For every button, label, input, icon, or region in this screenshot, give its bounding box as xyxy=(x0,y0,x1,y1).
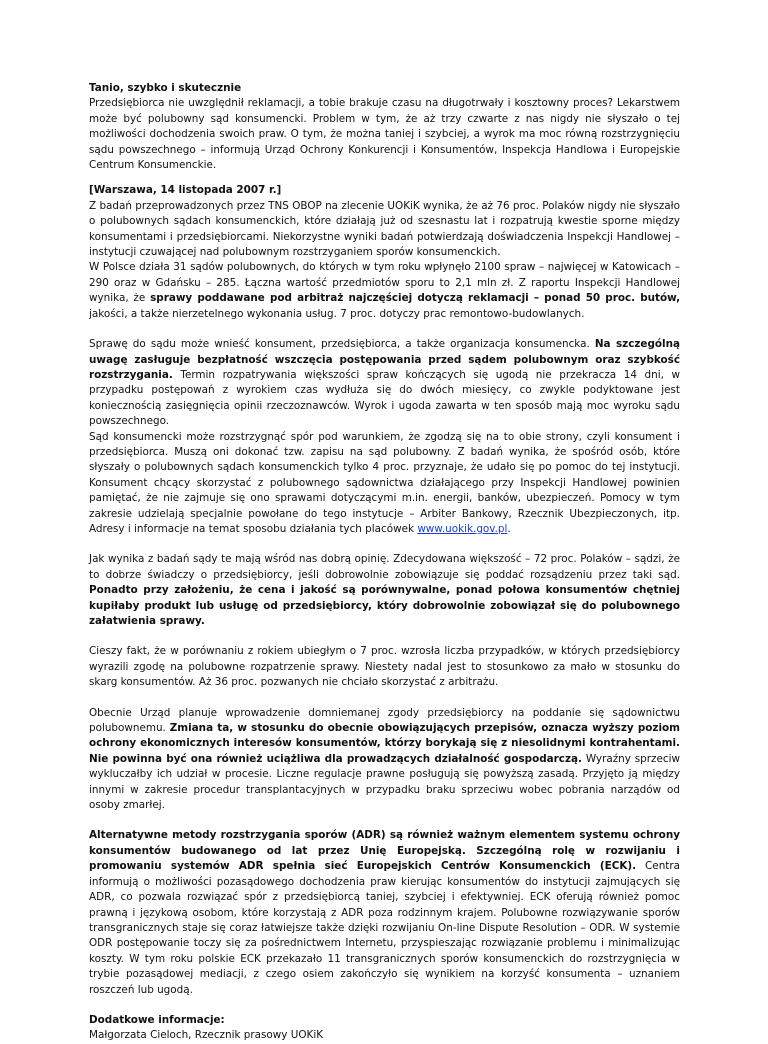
footer-contact: Małgorzata Cieloch, Rzecznik prasowy UOKiK xyxy=(89,1029,324,1042)
highlight-free-proceedings: Na szczególną uwagę zasługuje bezpłatność wszczęcia postępowania przed sądem polubownym oraz szybkość rozstrzygania. xyxy=(89,338,680,381)
footer-label: Dodatkowe informacje: xyxy=(89,1013,225,1026)
paragraph-opinion: Jak wynika z badań sądy te mają wśród nas dobrą opinię. Zdecydowana większość – 72 proc. Polaków – sądzi, że to dobrze świadczy o przedsiębiorcy, jeśli dobrowolnie zobowiązuje się poddać rozsądzeniu przez taki sąd. Ponadto przy założeniu, że cena i jakość są porównywalne, ponad połowa konsumentów chętniej kupiłaby produkt lub usługę od przedsiębiorcy, który dobrowolnie zobowiązał się do polubownego załatwienia sprawy. xyxy=(89,553,680,627)
paragraph-adr: Alternatywne metody rozstrzygania sporów (ADR) są również ważnym elementem systemu ochrony konsumentów budowanego od lat przez Unię Europejską. Szczególną rolę w rozwijaniu i promowaniu systemów ADR spełnia sieć Europejskich Centrów Konsumenckich (ECK). Centra informują o możliwości pozasądowego dochodzenia praw kierując konsumentów do instytucji zajmujących się ADR, co pozwala rozwiązać spór z przedsiębiorcą taniej, szybciej i efektywniej. ECK oferują również pomoc prawną i językową osobom, które korzystają z ADR poza rodzinnym krajem. Polubowne rozwiązywanie sporów transgranicznych staje się coraz łatwiejsze także dzięki rozwijaniu On-line Dispute Resolution – ODR. W systemie ODR postępowanie toczy się za pośrednictwem Internetu, przyspieszając rozwiązanie problemu i minimalizując koszty. W tym roku polskie ECK przekazało 11 transgranicznych sporów konsumenckich do rozstrzygnięcia w trybie pozasądowej mediacji, z czego osiem zakończyło się wynikiem na korzyść konsumenta – uznaniem roszczeń lub ugodą. xyxy=(89,829,680,996)
highlight-adr: Alternatywne metody rozstrzygania sporów (ADR) są również ważnym elementem systemu ochrony konsumentów budowanego od lat przez Unię Europejską. Szczególną rolę w rozwijaniu i promowaniu systemów ADR spełnia sieć Europejskich Centrów Konsumenckich (ECK). xyxy=(89,829,680,873)
highlight-change: Zmiana ta, w stosunku do obecnie obowiązujących przepisów, oznacza wyższy poziom ochrony ekonomicznych interesów konsumentów, którzy borykają się z niesolidnymi kontrahentami. Nie powinna być ona również uciążliwa dla prowadzących działalność gospodarczą. xyxy=(89,722,680,765)
paragraph-courts: W Polsce działa 31 sądów polubownych, do których w tym roku wpłynęło 2100 spraw – najwięcej w Katowicach – 290 oraz w Gdańsku – 285. Łączna wartość przedmiotów sporu to 2,1 mln zł. Z raportu Inspekcji Handlowej wynika, że sprawy poddawane pod arbitraż najczęściej dotyczą reklamacji – ponad 50 proc. butów, jakości, a także nierzetelnego wykonania usług. 7 proc. dotyczy prac remontowo-budowlanych. xyxy=(89,261,681,320)
paragraph-survey: Z badań przeprowadzonych przez TNS OBOP na zlecenie UOKiK wynika, że aż 76 proc. Polaków nigdy nie słyszało o polubownych sądach konsumenckich, które działają już od szesnastu lat i rozpatrują kwestie sporne między konsumentami i przedsiębiorcami. Niekorzystne wyniki badań potwierdzają doświadczenia Inspekcji Handlowej – instytucji czuwającej nad polubownym rozstrzyganiem sporów konsumenckich. xyxy=(89,199,680,259)
dateline: [Warszawa, 14 listopada 2007 r.] xyxy=(89,184,282,197)
heading: Tanio, szybko i skutecznie xyxy=(89,82,242,94)
paragraph-growth: Cieszy fakt, że w porównaniu z rokiem ubiegłym o 7 proc. wzrosła liczba przypadków, w których przedsiębiorcy wyrazili zgodę na polubowne rozpatrzenie sprawy. Niestety nadal jest to stosunkowo za mało w stosunku do skarg konsumentów. Aż 36 proc. pozwanych nie chciało skorzystać z arbitrażu. xyxy=(89,645,680,689)
uokik-link[interactable]: www.uokik.gov.pl xyxy=(417,522,508,535)
paragraph-consent: Sąd konsumencki może rozstrzygnąć spór pod warunkiem, że zgodzą się na to obie strony, czyli konsument i przedsiębiorca. Muszą oni dokonać tzw. zapisu na sąd polubowny. Z badań wynika, że spośród osób, które słyszały o polubownych sądach konsumenckich tylko 4 proc. przyznaje, że udało się po pomoc do tej instytucji. Konsument chcący skorzystać z polubownego sądownictwa działającego przy Inspekcji Handlowej powinien pamiętać, że nie zajmuje się ono sprawami dotyczącymi m.in. energii, banków, ubezpieczeń. Pomocy w tym zakresie udzielają specjalnie powołane do tego instytucje – Arbiter Bankowy, Rzecznik Ubezpieczonych, itp. Adresy i informacje na temat sposobu działania tych placówek www.uokik.gov.pl. xyxy=(89,430,680,535)
highlight-purchase-preference: Ponadto przy założeniu, że cena i jakość są porównywalne, ponad połowa konsumentów chętniej kupiłaby produkt lub usługę od przedsiębiorcy, który dobrowolnie zobowiązał się do polubownego załatwienia sprawy. xyxy=(89,584,680,627)
paragraph-presumed-consent: Obecnie Urząd planuje wprowadzenie domniemanej zgody przedsiębiorcy na poddanie się sądownictwu polubownemu. Zmiana ta, w stosunku do obecnie obowiązujących przepisów, oznacza wyższy poziom ochrony ekonomicznych interesów konsumentów, którzy borykają się z niesolidnymi kontrahentami. Nie powinna być ona również uciążliwa dla prowadzących działalność gospodarczą. Wyraźny sprzeciw wykluczałby ich udział w procesie. Liczne regulacje prawne posługują się powyższą zasadą. Przyjęto ją między innymi w zakresie procedur transplantacyjnych w przypadku braku sprzeciwu wobec pobrania narządów od osoby zmarłej. xyxy=(89,706,680,812)
lead-paragraph: Przedsiębiorca nie uwzględnił reklamacji, a tobie brakuje czasu na długotrwały i kosztowny proces? Lekarstwem może być polubowny sąd konsumencki. Problem w tym, że aż trzy czwarte z nas nigdy nie słyszało o tej możliwości dochodzenia swoich praw. O tym, że można taniej i szybciej, a wyrok ma moc równą rozstrzygnięciu sądu powszechnego – informują Urząd Ochrony Konkurencji i Konsumentów, Inspekcja Handlowa i Europejskie Centrum Konsumenckie. xyxy=(89,97,680,172)
highlight-complaints: sprawy poddawane pod arbitraż najczęściej dotyczą reklamacji – ponad 50 proc. butów, xyxy=(150,292,681,305)
paragraph-filing: Sprawę do sądu może wnieść konsument, przedsiębiorca, a także organizacja konsumencka. Na szczególną uwagę zasługuje bezpłatność wszczęcia postępowania przed sądem polubownym oraz szybkość rozstrzygania. Termin rozpatrywania większości spraw kończących się ugodą nie przekracza 14 dni, w przypadku postępowań z wyrokiem czas wydłuża się do dwóch miesięcy, co zwykle podyktowane jest koniecznością zasięgnięcia opinii rzeczoznawców. Wyrok i ugoda zawarta w ten sposób mają moc wyroku sądu powszechnego. xyxy=(89,338,680,428)
